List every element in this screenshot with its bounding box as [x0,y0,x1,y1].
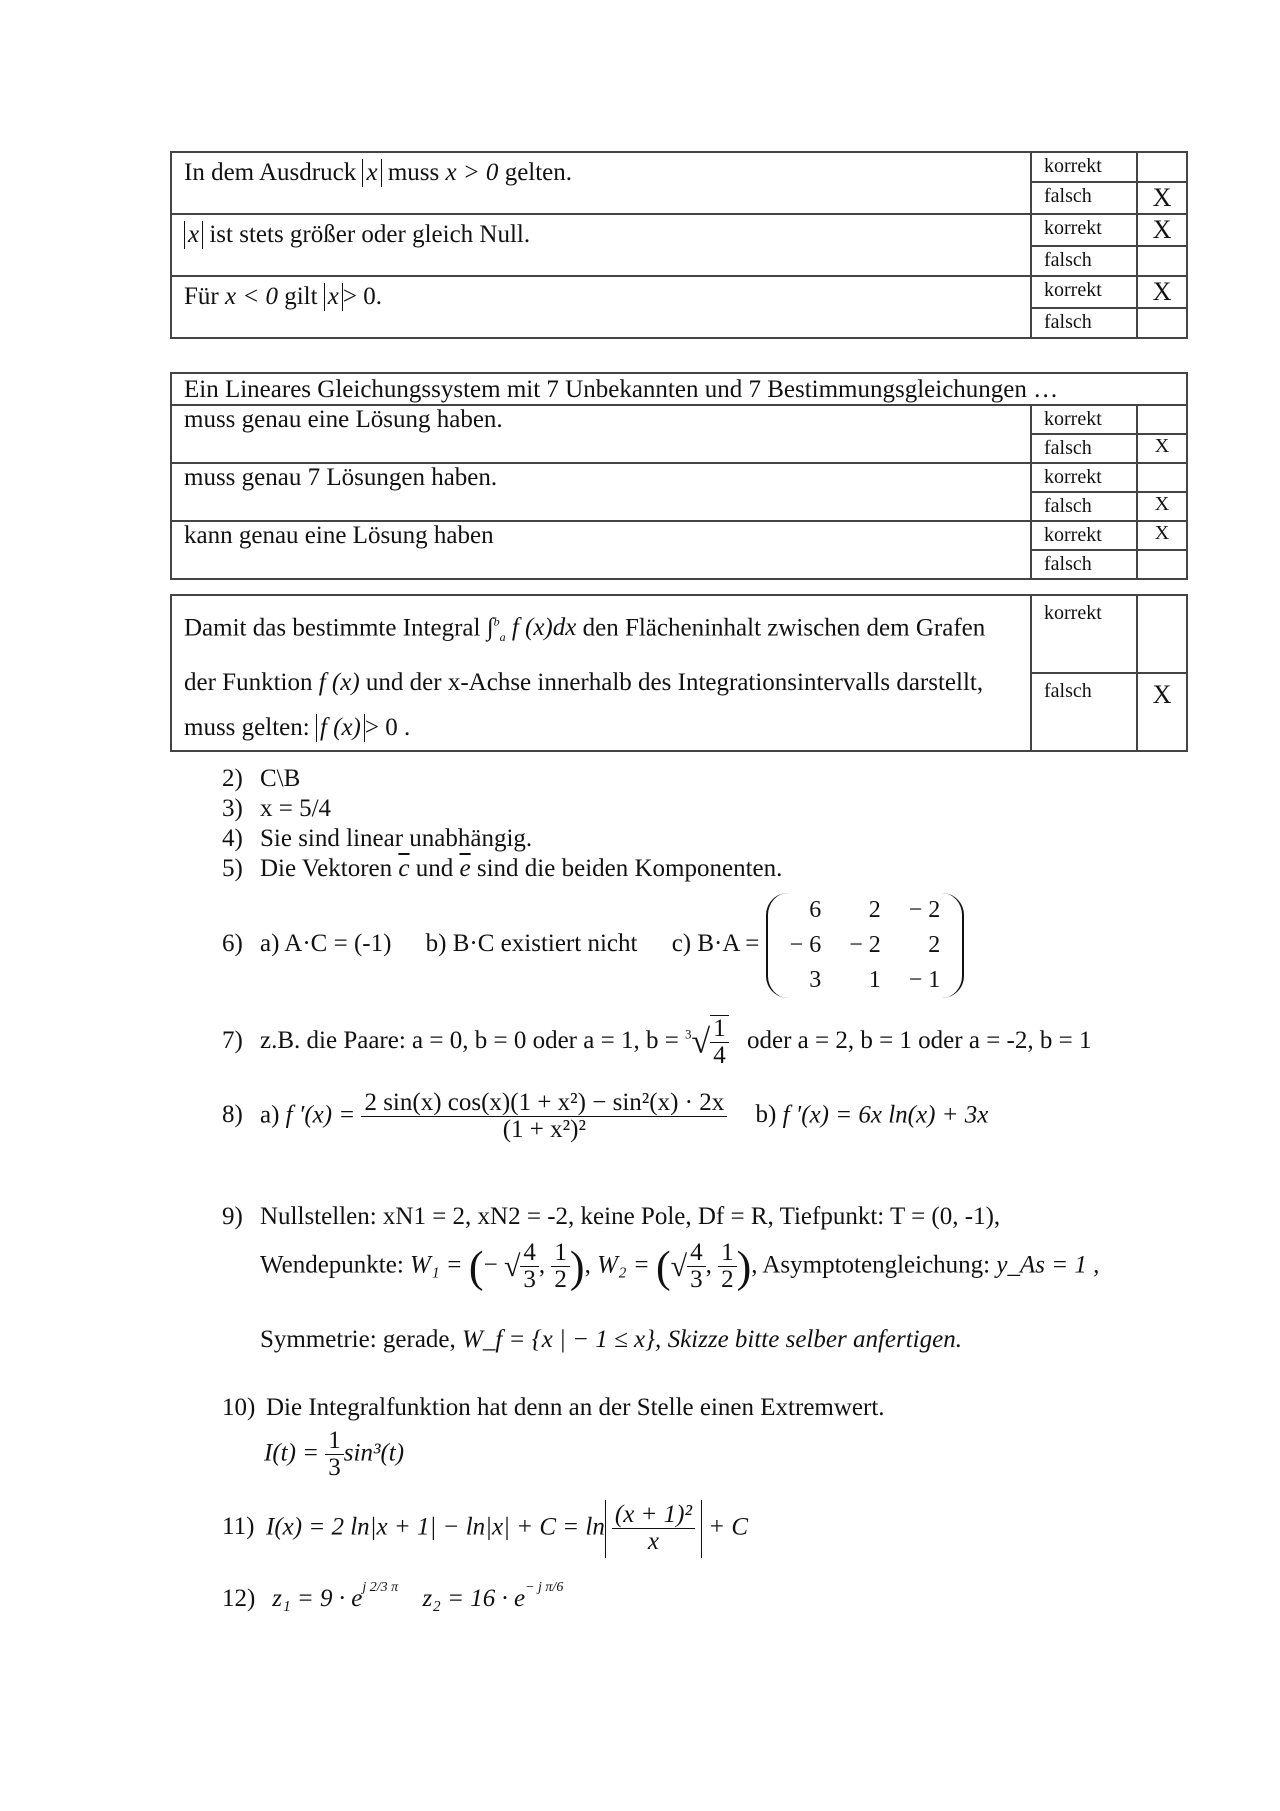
option-falsch: falsch [1031,492,1137,521]
answer-6: 6) a) A·C = (-1) b) B·C existiert nicht c) B·A = 6 2 − 2 − 6 − 2 2 3 1 − 1 [222,893,964,998]
mark-cell[interactable] [1137,246,1187,276]
answer-11: 11) I(x) = 2 ln|x + 1| − ln|x| + C = ln $\frac{\text{(x + 1)²}}{x}$ + C [222,1500,748,1558]
mark-cell[interactable]: X [1137,434,1187,463]
answer-9: 9) Nullstellen: xN1 = 2, xN2 = -2, keine Pole, Df = R, Tiefpunkt: T = (0, -1), [222,1203,1001,1230]
option-falsch: falsch [1031,182,1137,214]
option-falsch: falsch [1031,673,1137,751]
statement-3: Für x < 0 gilt x > 0. [171,276,1031,338]
answer-4: 4) Sie sind linear unabhängig. [222,825,533,852]
answer-7: 7) z.B. die Paare: a = 0, b = 0 oder a = 1, b = $^3$√ $\frac{1}{4}$ oder a = 2, b = 1 oder a = -2, b = 1 [222,1015,1092,1070]
answer-8: 8) a) f ′(x) = $\frac{\text{2 sin(x) cos(x)(1 + x²) − sin²(x) · 2x}}{\text{(1 + x²)²}}$ b) f ′(x) = 6x ln(x) + 3x [222,1089,989,1144]
answer-10: 10) Die Integralfunktion hat denn an der Stelle einen Extremwert. [222,1394,885,1421]
mark-cell[interactable] [1137,550,1187,579]
mark-cell[interactable]: X [1137,182,1187,214]
answer-12: 12) $z_1 = 9 \cdot e^{j 2/3 \pi}$ $z_2 = 16 \cdot e^{- j \pi/6}$ [222,1579,564,1612]
answer-5: 5) Die Vektoren $\overline{c}$ und $\overline{e}$ sind die beiden Komponenten. [222,855,783,882]
quiz-table-2 [170,372,1188,580]
statement-4: muss genau eine Lösung haben. [171,405,1031,463]
statement-2: x ist stets größer oder gleich Null. [171,214,1031,276]
mark-cell[interactable] [1137,308,1187,338]
option-korrekt: korrekt [1031,276,1137,308]
mark-cell[interactable]: X [1137,492,1187,521]
table-header: Ein Lineares Gleichungssystem mit 7 Unbekannten und 7 Bestimmungsgleichungen … [171,373,1187,405]
option-korrekt: korrekt [1031,152,1137,182]
statement-7: Damit das bestimmte Integral ∫$^b_a$ f (x)dx den Flächeninhalt zwischen dem Grafen der Funktion f (x) und der x-Achse innerhalb des Integrationsintervalls darstellt, muss gelten: f (x) > 0 . [171,595,1031,751]
option-korrekt: korrekt [1031,214,1137,246]
option-falsch: falsch [1031,308,1137,338]
mark-cell[interactable]: X [1137,673,1187,751]
mark-cell[interactable]: X [1137,214,1187,246]
statement-6: kann genau eine Lösung haben [171,521,1031,579]
quiz-table-1 [170,151,1188,339]
statement-1: In dem Ausdruck x muss x > 0 gelten. [171,152,1031,214]
statement-5: muss genau 7 Lösungen haben. [171,463,1031,521]
option-korrekt: korrekt [1031,521,1137,550]
mark-cell[interactable] [1137,152,1187,182]
option-falsch: falsch [1031,550,1137,579]
option-falsch: falsch [1031,434,1137,463]
matrix-ba: 6 2 − 2 − 6 − 2 2 3 1 − 1 [766,893,965,998]
answer-3: 3) x = 5/4 [222,795,332,822]
mark-cell[interactable]: X [1137,521,1187,550]
answer-9-wendepunkte: Wendepunkte: W₁ = (− √ $\frac{4}{3}$ , $\frac{1}{2}$ ), W₂ = (√ $\frac{4}{3}$ , $\frac{1}{2}$ ), Asymptotengleichung: y_As = 1 , [260,1239,1100,1294]
option-korrekt: korrekt [1031,405,1137,434]
quiz-table-3 [170,594,1188,752]
answer-9-symmetrie: Symmetrie: gerade, W_f = {x | − 1 ≤ x}, Skizze bitte selber anfertigen. [260,1326,962,1353]
answer-10-formula: I(t) = $\frac{1}{3}$ sin³(t) [264,1427,405,1482]
mark-cell[interactable] [1137,463,1187,492]
answer-2: 2) C\B [222,765,301,792]
option-korrekt: korrekt [1031,595,1137,673]
mark-cell[interactable] [1137,595,1187,673]
option-korrekt: korrekt [1031,463,1137,492]
option-falsch: falsch [1031,246,1137,276]
mark-cell[interactable]: X [1137,276,1187,308]
mark-cell[interactable] [1137,405,1187,434]
